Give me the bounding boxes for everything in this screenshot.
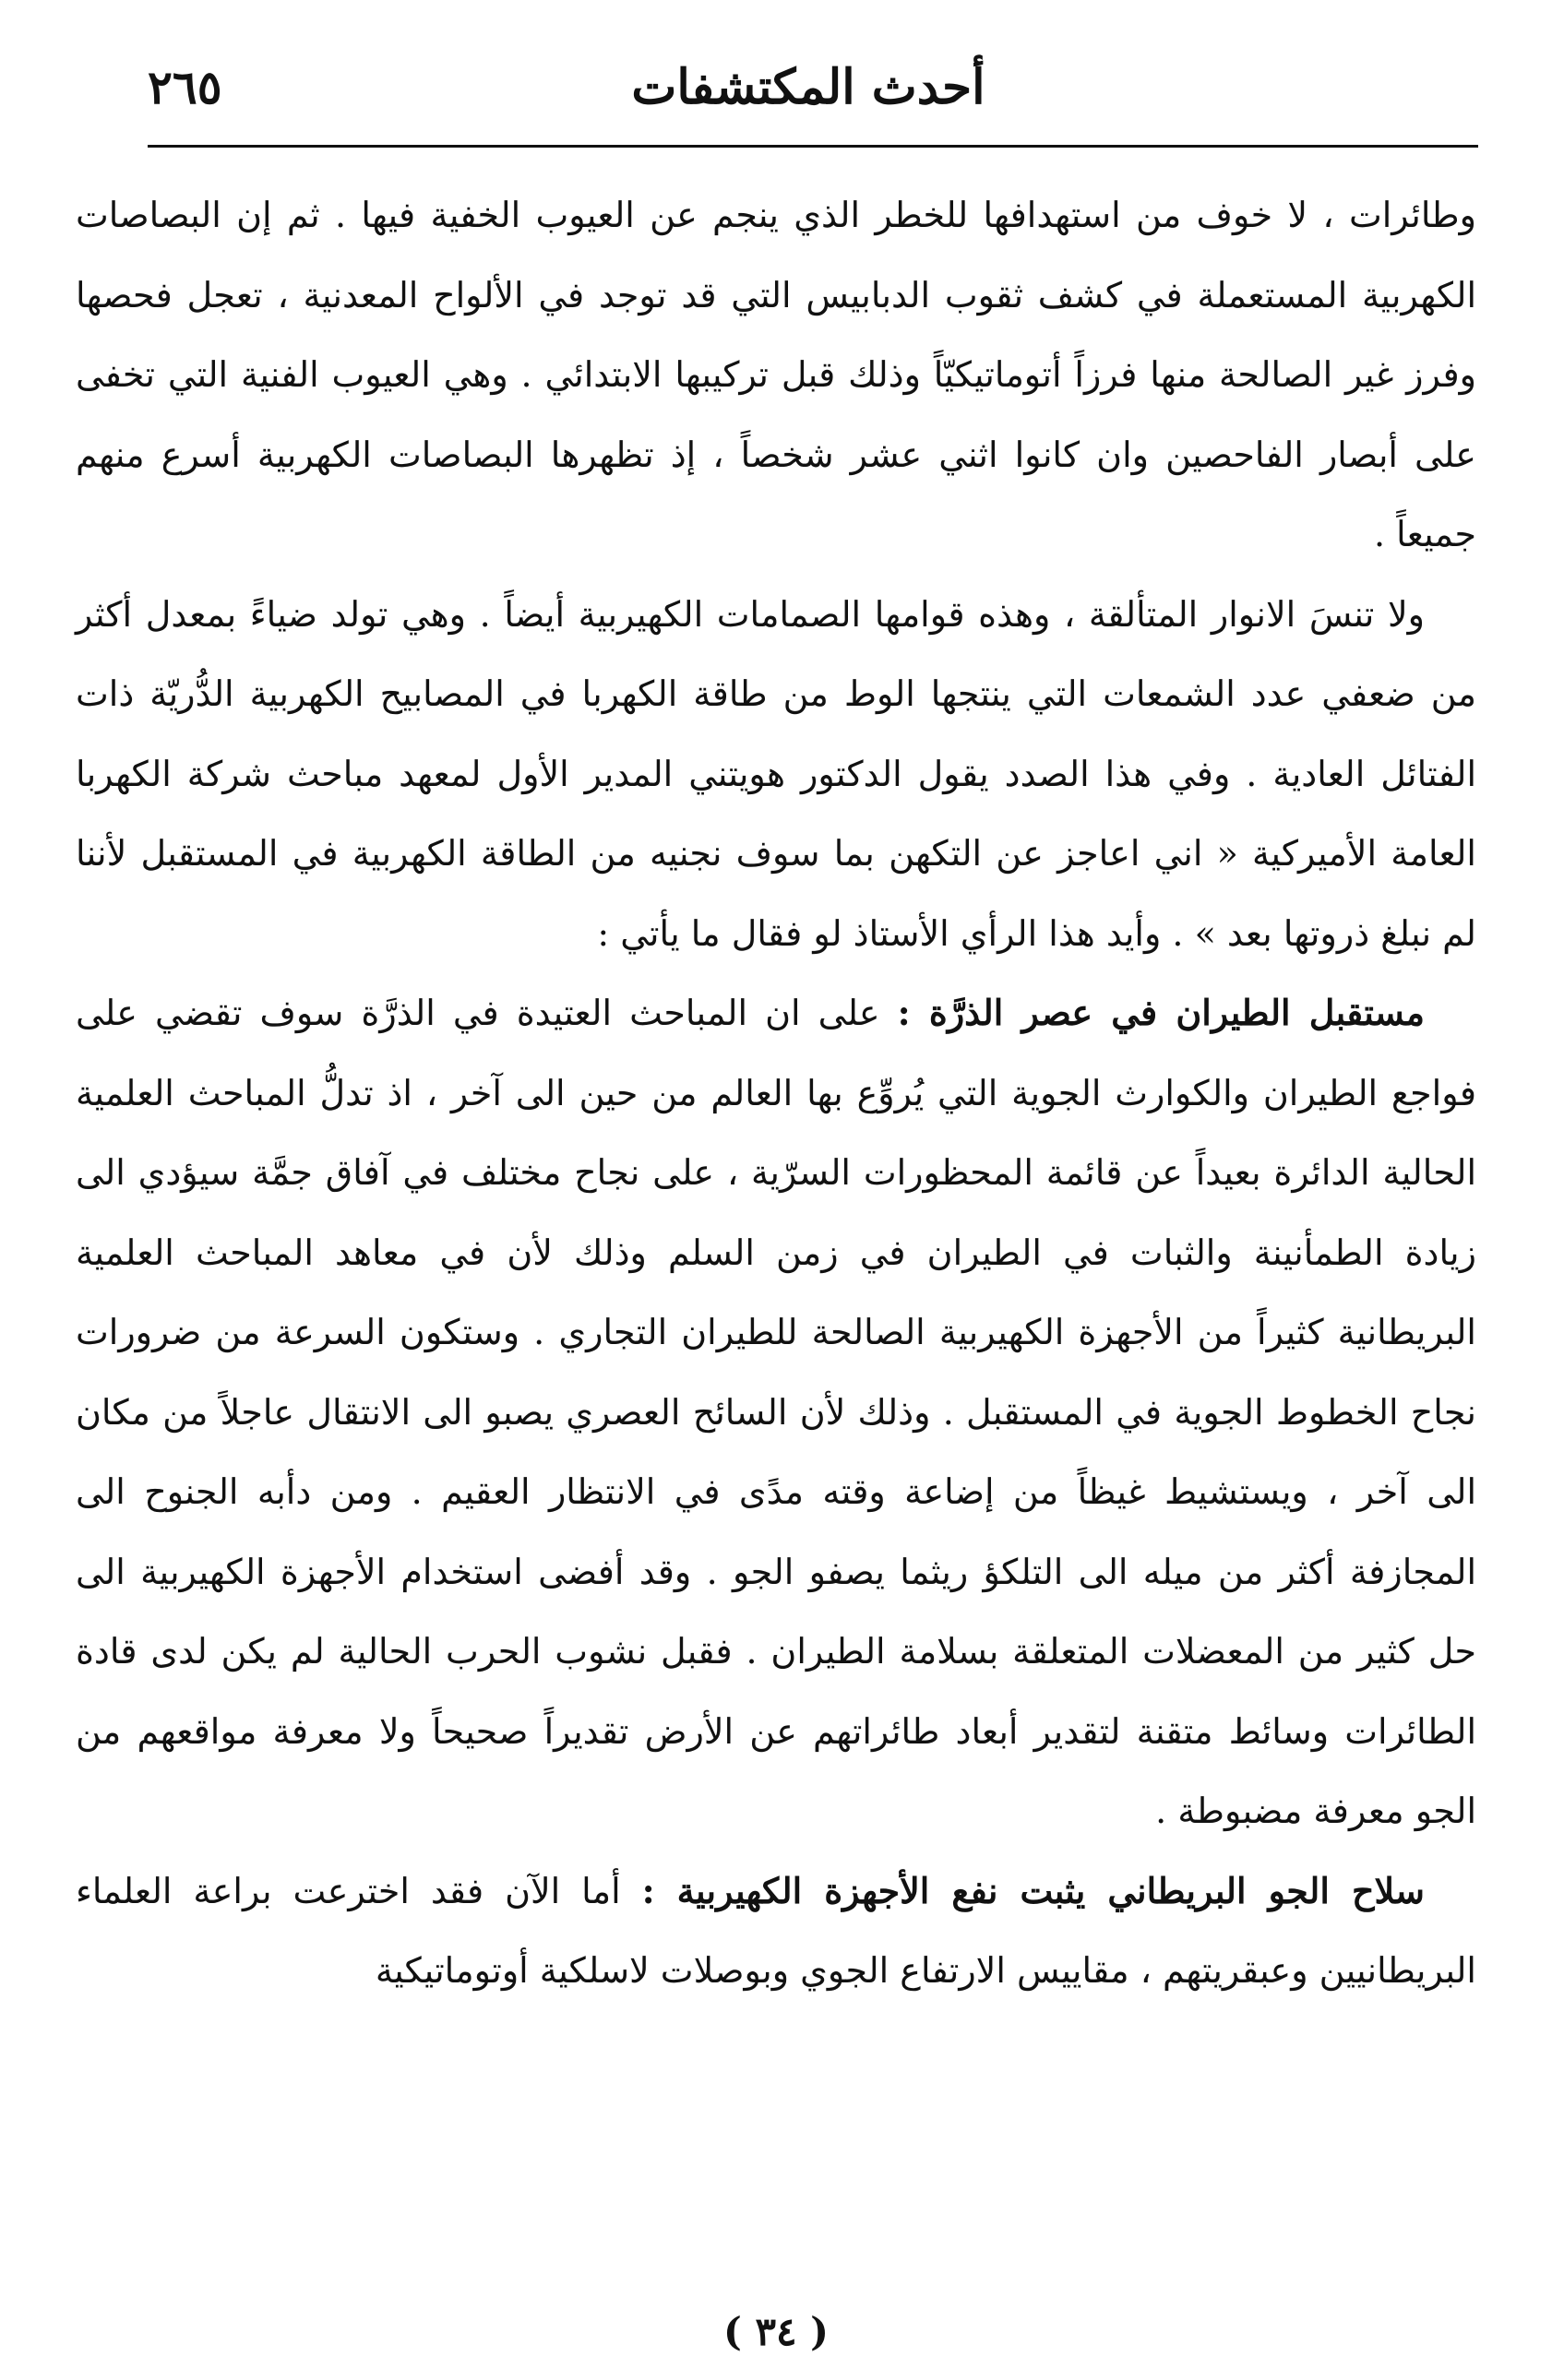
paragraph-text: أما الآن فقد اخترعت براعة العلماء البريطانيين وعبقريتهم ، مقاييس الارتفاع الجوي وبوصلات لاسلكية أوتوماتيكية (76, 1870, 1476, 1991)
paragraph (76, 1851, 1476, 2011)
paragraph-text: وطائرات ، لا خوف من استهدافها للخطر الذي ينجم عن العيوب الخفية فيها . ثم إن البصاصات الكهربية المستعملة في كشف ثقوب الدبابيس التي قد توجد في الألواح المعدنية ، تعجل فحصها وفرز غير الصالحة منها فرزاً أتوماتيكيّاً وذلك قبل تركيبها الابتدائي . وهي العيوب الفنية التي تخفى على أبصار الفاحصين وان كانوا اثني عشر شخصاً ، إذ تظهرها البصاصات الكهربية أسرع منهم جميعاً . (76, 195, 1476, 554)
paragraph (76, 973, 1476, 1851)
header-divider (148, 145, 1478, 148)
paragraph (76, 575, 1476, 974)
page-header (138, 51, 1478, 125)
body-text (76, 175, 1476, 2011)
running-title: أحدث المكتشفات (631, 59, 985, 115)
paragraph-text: ولا تنسَ الانوار المتألقة ، وهذه قوامها الصمامات الكهيربية أيضاً . وهي تولد ضياءً بمعدل أكثر من ضعفي عدد الشمعات التي ينتجها الوط من طاقة الكهربا في المصابيح الكهربية الدُّريّة ذات الفتائل العادية . وفي هذا الصدد يقول الدكتور هويتني المدير الأول لمعهد مباحث شركة الكهربا العامة الأميركية « اني اعاجز عن التكهن بما سوف نجنيه من الطاقة الكهربية في المستقبل لأننا لم نبلغ ذروتها بعد » . وأيد هذا الرأي الأستاذ لو فقال ما يأتي : (76, 593, 1476, 954)
paragraph (76, 175, 1476, 575)
page-number: ٢٦٥ (148, 60, 222, 114)
signature-mark: ( ٣٤ ) (722, 2309, 830, 2354)
paragraph-text: على ان المباحث العتيدة في الذرَّة سوف تقضي على فواجع الطيران والكوارث الجوية التي يُروِّع بها العالم من حين الى آخر ، اذ تدلُّ المباحث العلمية الحالية الدائرة بعيداً عن قائمة المحظورات السرّية ، على نجاح مختلف في آفاق جمَّة سيؤدي الى زيادة الطمأنينة والثبات في الطيران في زمن السلم وذلك لأن في معاهد المباحث العلمية البريطانية كثيراً من الأجهزة الكهيربية الصالحة للطيران التجاري . وستكون السرعة من ضرورات نجاح الخطوط الجوية في المستقبل . وذلك لأن السائح العصري يصبو الى الانتقال عاجلاً من مكان الى آخر ، ويستشيط غيظاً من إضاعة وقته مدًى في الانتظار العقيم . ومن دأبه الجنوح الى المجازفة أكثر من ميله الى التلكؤ ريثما يصفو الجو . وقد أفضى استخدام الأجهزة الكهيربية الى حل كثير من المعضلات المتعلقة بسلامة الطيران . فقبل نشوب الحرب الحالية لم يكن لدى قادة الطائرات وسائط متقنة لتقدير أبعاد طائراتهم عن الأرض تقديراً صحيحاً ولا معرفة مواقعهم من الجو معرفة مضبوطة . (76, 993, 1476, 1831)
section-heading: مستقبل الطيران في عصر الذرَّة : (897, 992, 1425, 1033)
section-heading: سلاح الجو البريطاني يثبت نفع الأجهزة الكهيربية : (641, 1869, 1425, 1911)
